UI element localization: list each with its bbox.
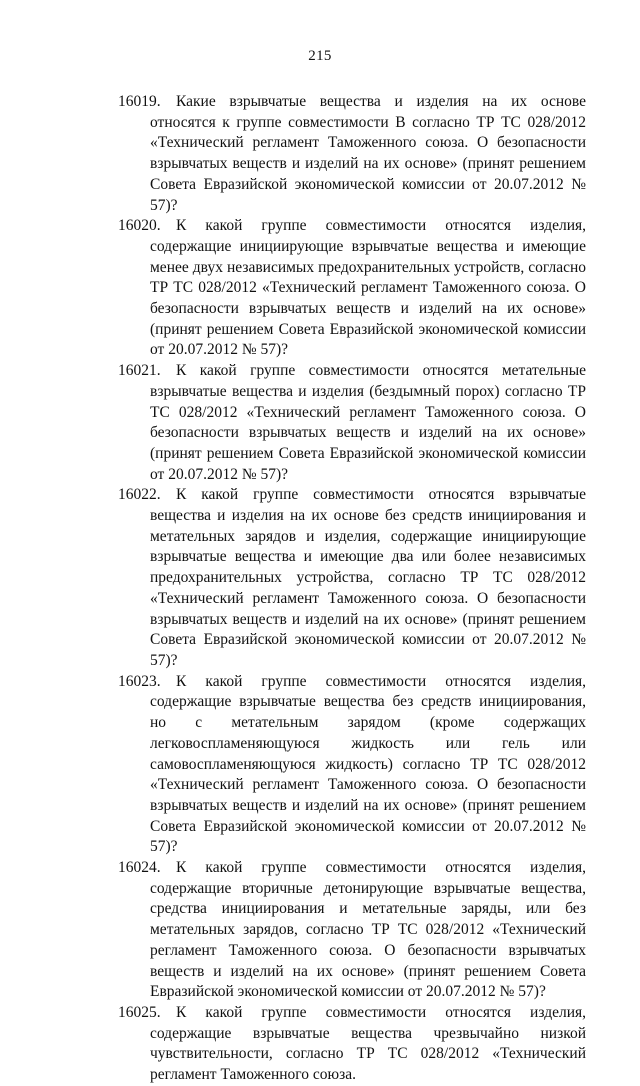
question-item (118, 92, 586, 216)
question-text: К какой группе совместимости относятся изделия, содержащие вторичные детонирующие взрывчатые вещества, средства инициирования и метательные заряды, или без метательных зарядов, согласно ТР ТС 028/2012 «Технический регламент Таможенного союза. О безопасности взрывчатых веществ и изделий на их основе» (принят решением Совета Евразийской экономической комиссии от 20.07.2012 № 57)? (150, 859, 586, 1001)
page-number: 215 (308, 48, 332, 64)
question-text: К какой группе совместимости относятся изделия, содержащие взрывчатые вещества чрезвычайно низкой чувствительности, согласно ТР ТС 028/2012 «Технический регламент Таможенного союза. (150, 1003, 586, 1084)
question-text: К какой группе совместимости относятся метательные взрывчатые вещества и изделия (бездымный порох) согласно ТР ТС 028/2012 «Технический регламент Таможенного союза. О безопасности взрывчатых веществ и изделий на их основе» (принят решением Совета Евразийской экономической комиссии от 20.07.2012 № 57)? (150, 362, 586, 483)
question-item (118, 216, 586, 361)
question-text: К какой группе совместимости относятся изделия, содержащие инициирующие взрывчатые вещества и имеющие менее двух независимых предохранительных устройств, согласно ТР ТС 028/2012 «Технический регламент Таможенного союза. О безопасности взрывчатых веществ и изделий на их основе» (принят решением Совета Евразийской экономической комиссии от 20.07.2012 № 57)? (150, 217, 586, 359)
question-number: 16023. (118, 672, 161, 690)
question-list (118, 92, 586, 1086)
question-item (118, 485, 586, 671)
question-number: 16022. (118, 486, 161, 504)
question-number: 16019. (118, 93, 161, 110)
question-number: 16025. (118, 1003, 161, 1021)
question-text: К какой группе совместимости относятся изделия, содержащие взрывчатые вещества без средств инициирования, но с метательным зарядом (кроме содержащих легковоспламеняющуюся жидкость или гель или самовоспламеняющуюся жидкость) согласно ТР ТС 028/2012 «Технический регламент Таможенного союза. О безопасности взрывчатых веществ и изделий на их основе» (принят решением Совета Евразийской экономической комиссии от 20.07.2012 № 57)? (150, 672, 586, 856)
question-item (118, 672, 586, 858)
question-item (118, 1003, 586, 1086)
question-text: Какие взрывчатые вещества и изделия на их основе относятся к группе совместимости B согласно ТР ТС 028/2012 «Технический регламент Таможенного союза. О безопасности взрывчатых веществ и изделий на их основе» (принят решением Совета Евразийской экономической комиссии от 20.07.2012 № 57)? (150, 93, 586, 214)
question-number: 16021. (118, 362, 161, 380)
question-text: К какой группе совместимости относятся взрывчатые вещества и изделия на их основе без средств инициирования и метательных зарядов и изделия, содержащие инициирующие взрывчатые вещества и имеющие два или более независимых предохранительных устройства, согласно ТР ТС 028/2012 «Технический регламент Таможенного союза. О безопасности взрывчатых веществ и изделий на их основе» (принят решением Совета Евразийской экономической комиссии от 20.07.2012 № 57)? (150, 486, 586, 669)
question-number: 16024. (118, 859, 161, 877)
question-item (118, 361, 586, 485)
question-number: 16020. (118, 217, 161, 235)
question-item (118, 858, 586, 1003)
